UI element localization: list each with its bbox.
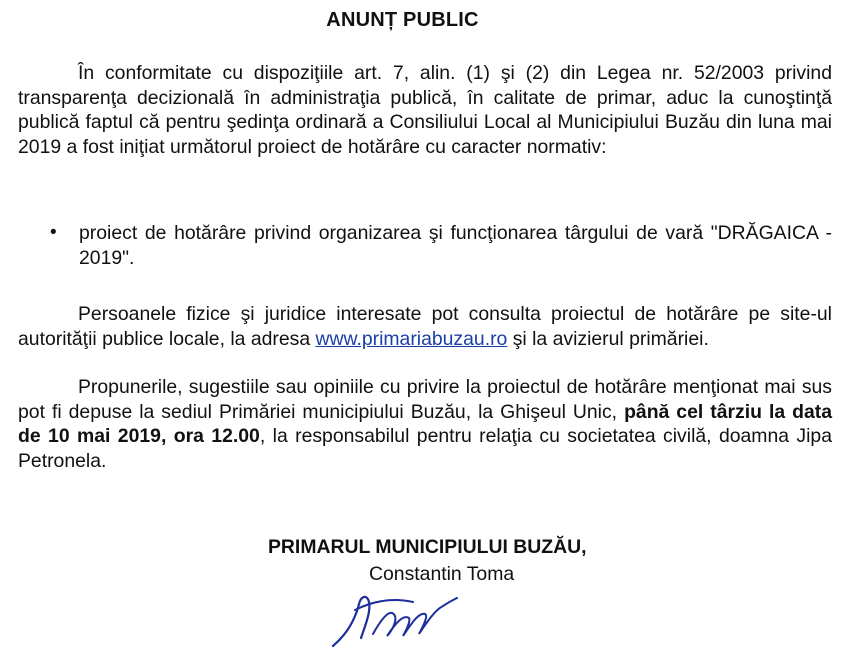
handwritten-signature: [325, 590, 465, 648]
consultation-text-start: Persoanele fizice şi juridice interesate pot consulta proiectul de hotărâre pe site-ul autorităţii publice locale, la adresa: [18, 303, 832, 350]
signer-name: Constantin Toma: [369, 563, 515, 585]
intro-paragraph: În conformitate cu dispoziţiile art. 7, alin. (1) şi (2) din Legea nr. 52/2003 privind transparenţa decizională în administraţia publică, în calitate de primar, aduc la cunoştinţă publică faptul că pentru şedinţa ordinară a Consiliului Local al Municipiului Buzău din luna mai 2019 a fost iniţiat următorul proiect de hotărâre cu caracter normativ:: [18, 62, 832, 158]
submission-text-end: , la responsabilul pentru relaţia cu societatea civilă, doamna Jipa Petronela.: [18, 425, 832, 472]
signer-title: PRIMARUL MUNICIPIULUI BUZĂU,: [268, 536, 587, 558]
project-list: [18, 221, 832, 270]
bullet-icon: •: [50, 222, 57, 243]
website-link[interactable]: www.primariabuzau.ro: [315, 327, 508, 350]
list-item-text: proiect de hotărâre privind organizarea şi funcţionarea târgului de vară "DRĂGAICA - 2019".: [79, 222, 832, 269]
deadline-text: până cel târziu la data de 10 mai 2019, ora 12.00: [18, 400, 832, 447]
consultation-paragraph: [18, 302, 832, 351]
list-item: [18, 221, 832, 270]
consultation-text-end: şi la avizierul primăriei.: [507, 327, 709, 350]
document-title: ANUNȚ PUBLIC: [326, 9, 479, 31]
submission-paragraph: [18, 375, 832, 473]
submission-text-start: Propunerile, sugestiile sau opiniile cu privire la proiectul de hotărâre menţionat mai sus pot fi depuse la sediul Primăriei municipiului Buzău, la Ghişeul Unic,: [18, 376, 832, 423]
